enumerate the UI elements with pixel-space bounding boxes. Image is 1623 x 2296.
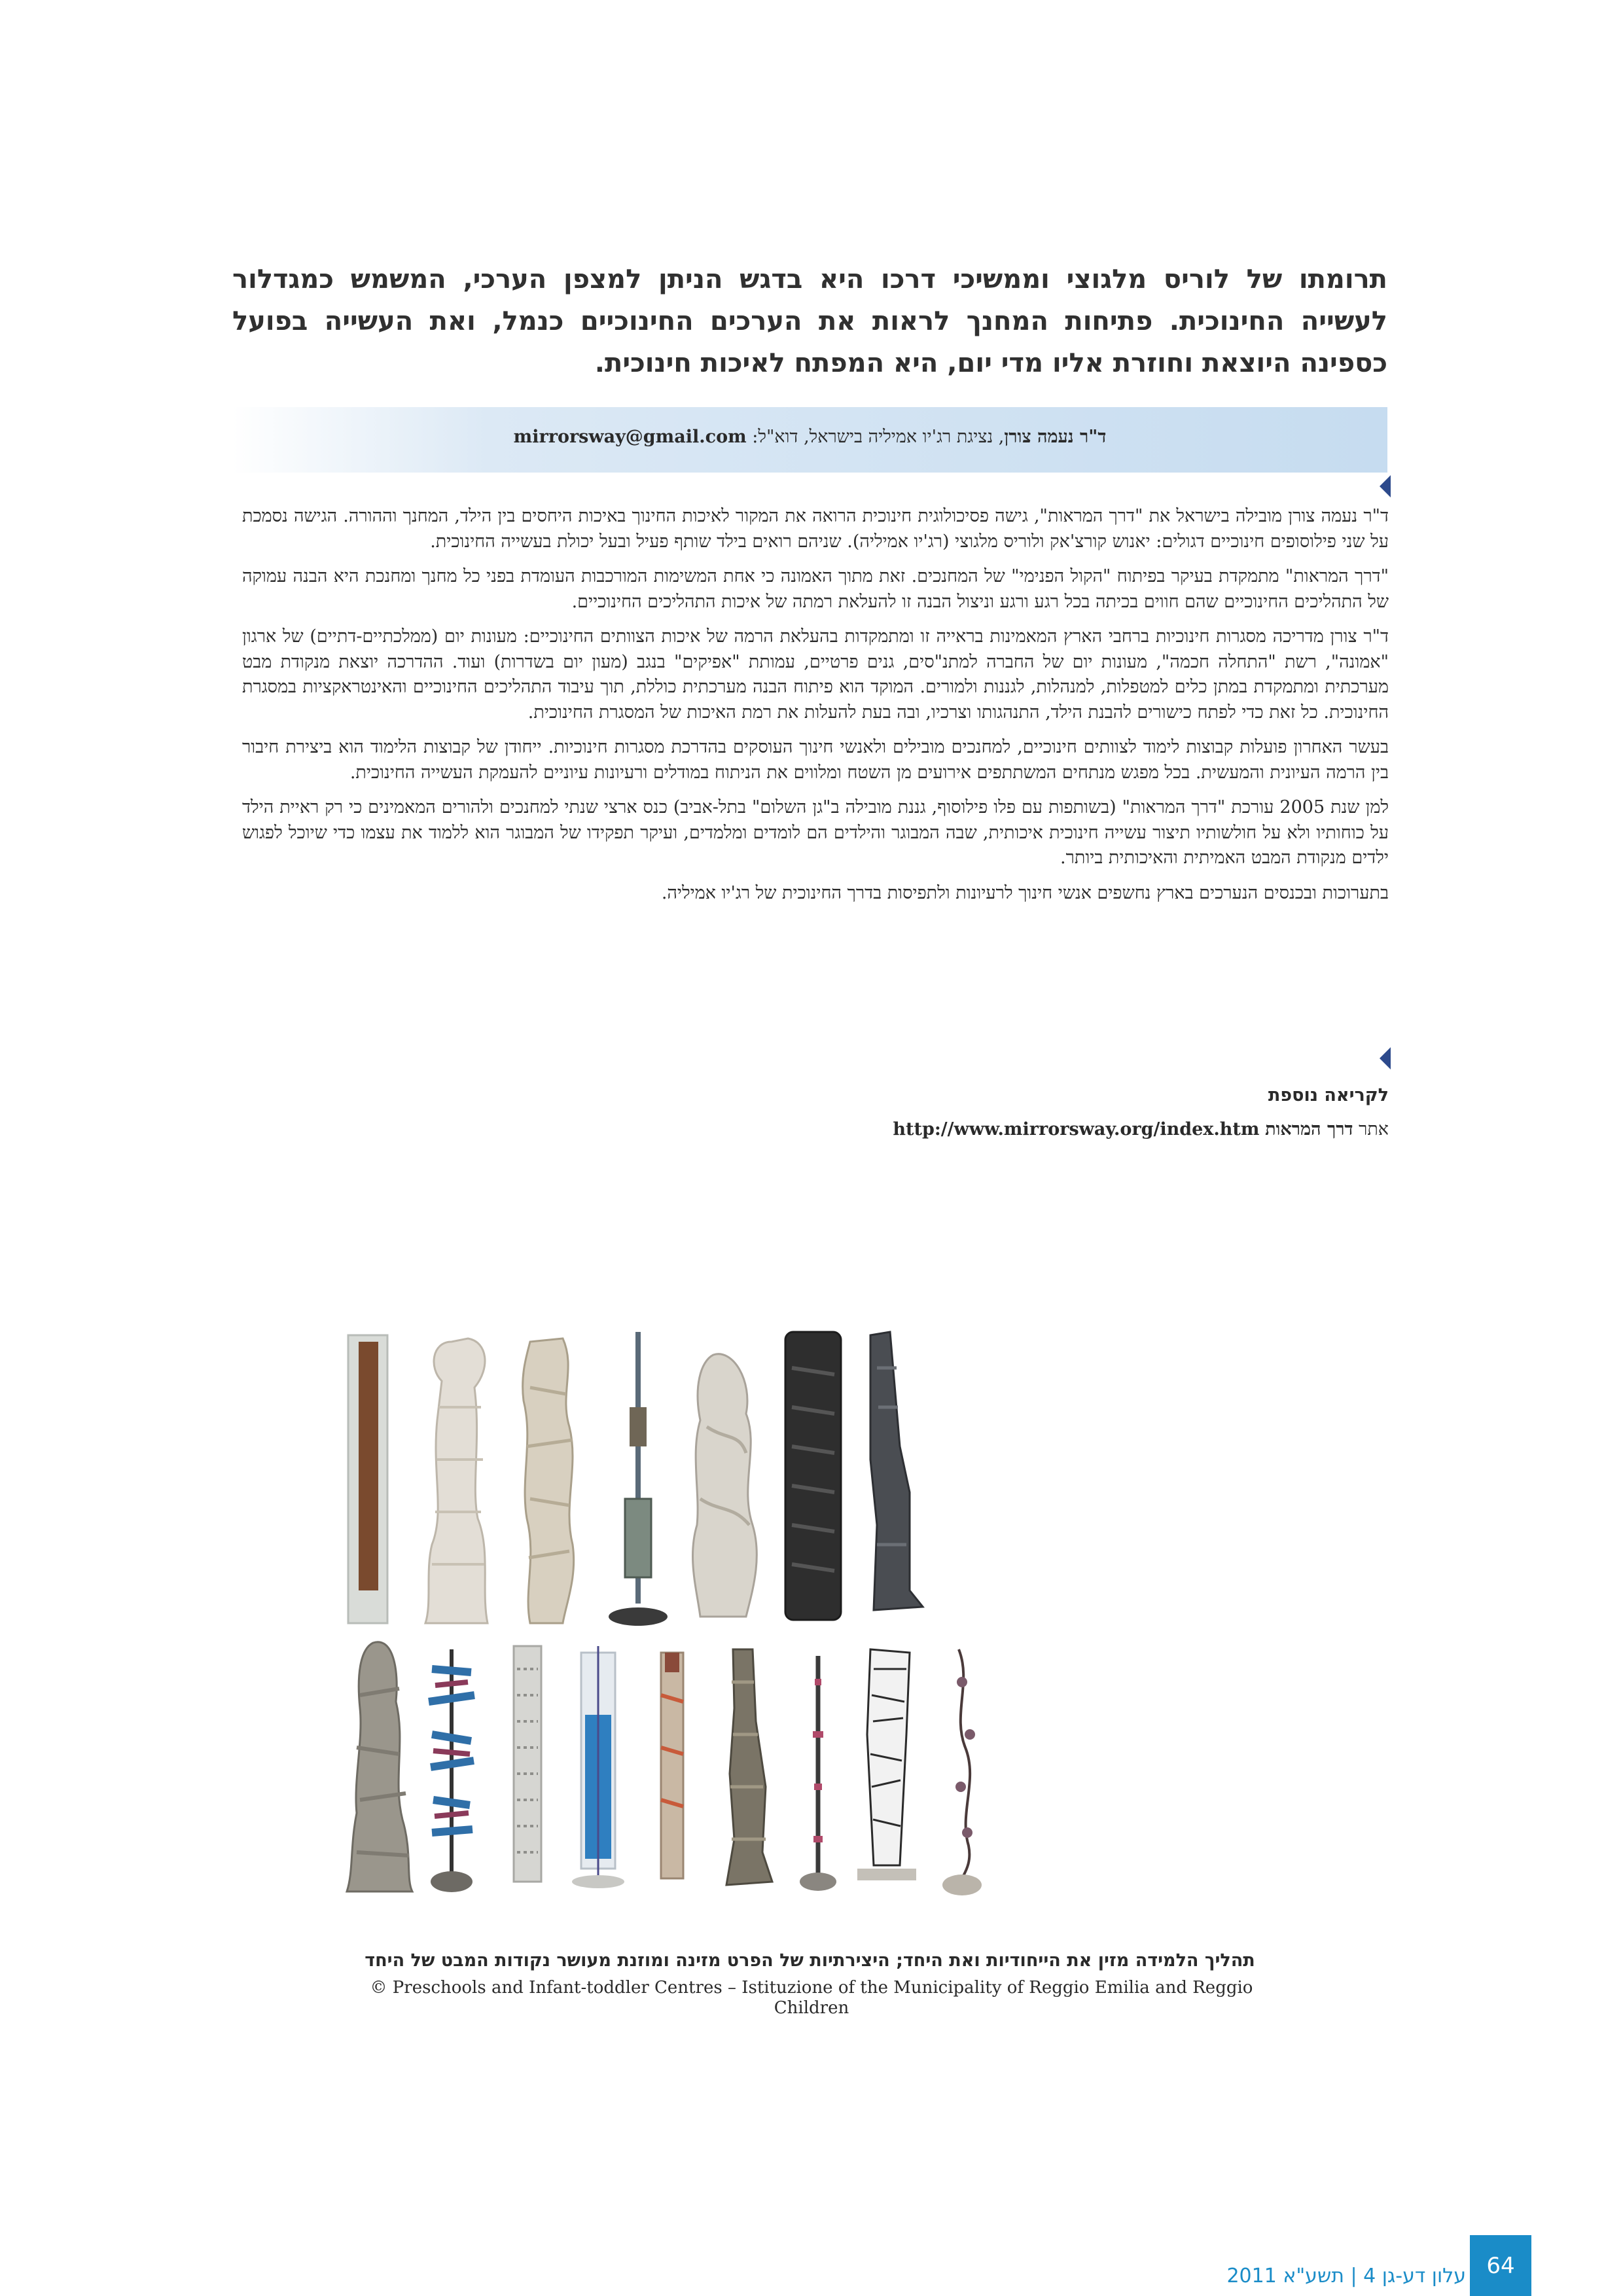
page-number: 64 bbox=[1470, 2235, 1531, 2296]
figure-credit: © Preschools and Infant-toddler Centres – Istituzione of the Municipality of Reggio Emilia and Reggio Children bbox=[370, 1978, 1253, 2018]
further-reading-line bbox=[893, 1119, 1389, 1139]
section-marker-icon bbox=[1380, 475, 1391, 497]
author-line bbox=[232, 427, 1387, 447]
author-name: ד"ר נעמה צורן bbox=[1004, 427, 1107, 447]
body-paragraph: ד"ר צורן מדריכה מסגרות חינוכיות ברחבי הארץ המאמינות בראייה זו ומתמקדות בהעלאת הרמה של איכות הצוותים החינוכיים: מעונות יום (ממלכתיים-דתיים) של ארגון "אמונה", רשת "התחלה חכמה", מעונות יום של החברה למתנ"סים, גנים פרטיים, עמותת "אפיקים" בנגב (מעון יום בשדרות) ועוד. ההדרכה יוצאת מנקודת מבט מערכתית ומתמקדת במתן כלים למטפלות, למנהלות, לגננות ולמורים. המוקד הוא פיתוח הבנה מערכתית כוללת, תוך עיבוד התהליכים החינוכיים והאינטראקציות במסגרת החינוכית. כל זאת כדי לפתח כישורים להבנת הילד, התנהגותו וצרכיו, ובה בעת להעלות את רמת האיכות של המסגרת החינוכית. bbox=[242, 626, 1389, 723]
further-reading-title: לקריאה נוספת bbox=[1268, 1085, 1389, 1105]
sculpture-image bbox=[785, 1332, 841, 1620]
body-paragraph: ד"ר נעמה צורן מובילה בישראל את "דרך המראות", גישה פסיכולוגית חינוכית הרואה את המקור לאיכות החינוך באיכות היחסים בין הילד, המחנך וההורה. הגישה נסמכת על שני פילוסופים חינוכיים דגולים: יאנוש קורצ'אק ולוריס מלגוצי (רג'יו אמיליה). שניהם רואים בילד שותף פעיל ובעל יכולת בעשייה החינוכית. bbox=[242, 506, 1389, 552]
sculpture-image bbox=[661, 1653, 683, 1878]
sculpture-image bbox=[347, 1642, 412, 1892]
body-paragraph: למן שנת 2005 עורכת "דרך המראות" (בשותפות עם פלו פילוסוף, גננת מובילה ב"גן השלום" בתל-אביב) כנס ארצי שנתי למחנכים ולהורים המאמינים כי רק ראיית הילד על כוחותיו ולא על חולשותיו תיצור עשייה חינוכית איכותית, שבה המבוגר והילדים הם לומדים ומלמדים, ועיקר תפקידו של המבוגר הוא ללמוד את עצמו כדי שיוכל לפגוש ילדים מנקודת המבט האמיתית והאיכותית ביותר. bbox=[242, 797, 1389, 868]
sculpture-image bbox=[429, 1649, 474, 1892]
author-role: , נציגת רג'יו אמיליה בישראל, דוא"ל: bbox=[746, 427, 1005, 447]
sculpture-image bbox=[870, 1332, 923, 1610]
author-bar bbox=[232, 407, 1387, 473]
body-paragraph: "דרך המראות" מתמקדת בעיקר בפיתוח "הקול הפנימי" של המחנכים. זאת מתוך האמונה כי אחת המשימות המורכבות העומדת בפני כל מחנך ומחנכת היא הבנה עמוקה של התהליכים החינוכיים שהם חווים בכיתה בכל רגע ורגע וניצול הבנה זו להעלאת רמתה של איכות התהליכים החינוכיים. bbox=[242, 566, 1389, 612]
sculpture-image bbox=[348, 1335, 387, 1623]
sculpture-image bbox=[800, 1656, 836, 1891]
sculpture-image bbox=[693, 1354, 757, 1617]
sculpture-image bbox=[942, 1649, 982, 1895]
body-text bbox=[242, 504, 1389, 916]
sculpture-image bbox=[857, 1649, 916, 1880]
sculpture-image bbox=[726, 1649, 772, 1885]
sculpture-image bbox=[572, 1646, 624, 1888]
body-paragraph: בתערוכות ובכנסים הנערכים בארץ נחשפים אנשי חינוך לרעיונות ולתפיסות בדרך החינוכית של רג'יו אמיליה. bbox=[661, 882, 1389, 903]
footer-publication: עלון דע-גן 4 | תשע"א 2011 bbox=[1226, 2265, 1466, 2287]
sculpture-image bbox=[514, 1646, 541, 1882]
sculpture-image bbox=[523, 1338, 574, 1623]
sculpture-image bbox=[425, 1338, 488, 1623]
further-reading-prefix: אתר bbox=[1353, 1119, 1389, 1139]
author-email-link[interactable]: mirrorsway@gmail.com bbox=[513, 427, 747, 447]
further-reading-site-name: דרך המראות bbox=[1265, 1119, 1353, 1139]
figure-caption: תהליך הלמידה מזין את הייחודיות ואת היחד; היצירתיות של הפרט מזינה ומוזנת מעושר נקודות המבט של היחד bbox=[365, 1950, 1255, 1971]
intro-paragraph: תרומתו של לוריס מלגוצי וממשיכי דרכו היא בדגש הניתן למצפן הערכי, המשמש כמגדלור לעשייה החינוכית. פתיחות המחנך לראות את הערכים החינוכיים כנמל, ואת העשייה בפועל כספינה היוצאת וחוזרת אליו מדי יום, היא המפתח לאיכות חינוכית. bbox=[232, 264, 1387, 378]
further-reading-url-link[interactable]: http://www.mirrorsway.org/index.htm bbox=[893, 1119, 1260, 1139]
sculpture-image bbox=[609, 1332, 668, 1626]
section-marker-icon bbox=[1380, 1047, 1391, 1069]
body-paragraph: בעשר האחרון פועלות קבוצות לימוד לצוותים חינוכיים, למחנכים מובילים ולאנשי חינוך העוסקים בהדרכת מסגרות חינוכיות. ייחודן של קבוצות הלימוד הוא ביצירת חיבור בין הרמה העיונית והמעשית. בכל מפגש מנתחים המשתתפים אירועים מן השטח ומלווים את הניתוח במודלים ורעיונות עיוניים להעמקת העשייה החינוכית. bbox=[242, 737, 1389, 783]
sculpture-gallery bbox=[334, 1329, 1296, 1905]
